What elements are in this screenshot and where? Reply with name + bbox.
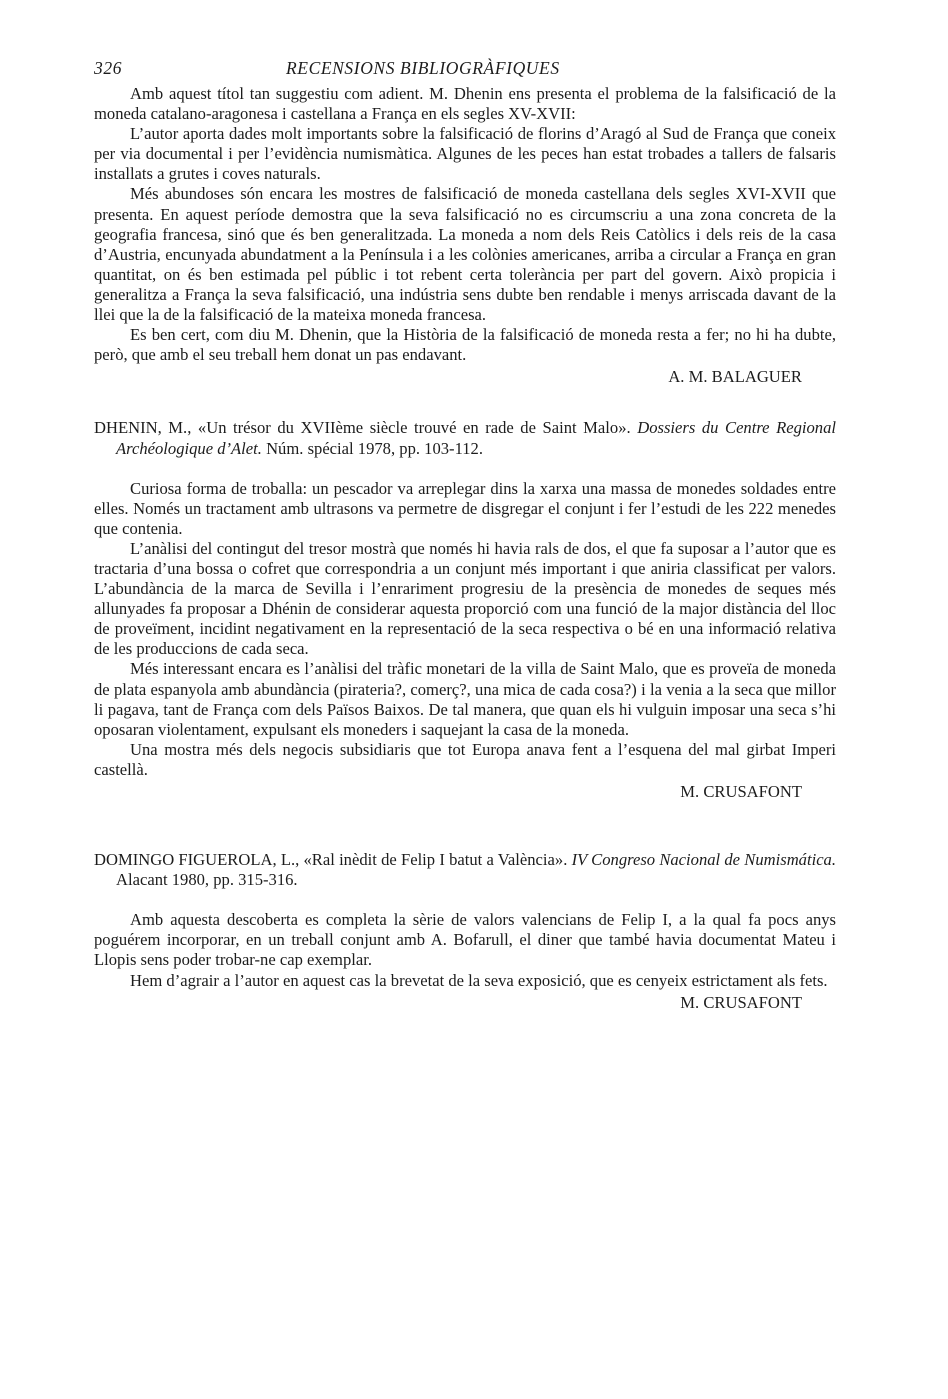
review-paragraph: Curiosa forma de troballa: un pescador va arreplegar dins la xarxa una massa de monedes soldades entre elles. Només un tractament amb ultrasons va permetre de disgregar el conjunt i fer l’estudi de les 222 menedes que contenia. [94, 478, 836, 538]
signature-text: A. M. BALAGUER [668, 367, 802, 387]
entry-details: Núm. spécial 1978, pp. 103-112. [266, 438, 483, 458]
review-paragraph: Es ben cert, com diu M. Dhenin, que la Història de la falsificació de moneda resta a fer; no hi ha dubte, però, que amb el seu treball hem donat un pas endavant. [94, 325, 836, 365]
entry-source: IV Congreso Nacional de Numismática. [571, 850, 837, 870]
entry-title: , M., «Un trésor du XVIIème siècle trouvé en rade de Saint Malo». [157, 418, 631, 438]
review-paragraph: Més interessant encara es l’anàlisi del tràfic monetari de la villa de Saint Malo, que es proveïa de moneda de plata espanyola amb abundància (pirateria?, comerç?, una mica de cada cosa?) i la venia a la seca que millor li pagava, tant de França com dels Països Baixos. De tal manera, que quan els hi vulguin imposar una seca s’hi oposaran violentament, expulsant els moneders i saquejant la casa de la moneda. [94, 659, 836, 739]
review-signature [94, 782, 836, 802]
review-paragraph: Més abundoses són encara les mostres de falsificació de moneda castellana dels segles XVI-XVII que presenta. En aquest període demostra que la seva falsificació no es circumscriu a una zona concreta de la geografia francesa, sinó que és ben generalitzada. La moneda a nom dels Reis Catòlics i dels reis de la casa d’Austria, encunyada abundatment a la Península i a les colònies americanes, arriba a circular a França en gran quantitat, on és ben estimada pel públic i tot rebent certa tolerància per part del govern. Això propicia i generalitza a França la seva falsificació, una indústria sens dubte ben rendable i menys arriscada davant de la llei que la de la falsificació de la mateixa moneda francesa. [94, 184, 836, 325]
review-paragraph: Amb aquest títol tan suggestiu com adient. M. Dhenin ens presenta el problema de la falsificació de la moneda catalano-aragonesa i castellana a França en els segles XV-XVII: [94, 84, 836, 124]
review-paragraph: Hem d’agrair a l’autor en aquest cas la brevetat de la seva exposició, que es cenyeix estrictament als fets. [130, 970, 828, 990]
entry-title: , L., «Ral inèdit de Felip I batut a València». [272, 850, 568, 870]
signature-text: M. CRUSAFONT [680, 782, 802, 801]
review-balaguer [94, 84, 836, 387]
page [94, 58, 836, 1013]
page-number: 326 [94, 58, 123, 78]
signature-text: M. CRUSAFONT [680, 992, 802, 1012]
running-title: RECENSIONS BIBLIOGRÀFIQUES [286, 58, 560, 78]
entry-author: DHENIN [94, 418, 158, 438]
review-dhenin [94, 418, 836, 802]
review-paragraph: L’anàlisi del contingut del tresor mostrà que només hi havia rals de dos, el que fa suposar a l’autor que es tractaria d’una bossa o cofret que correspondria a un conjunt més important i que aniria classificat per valors. L’abundància de la marca de Sevilla i l’enrariment progresiu de la presència de monedes de seques més allunyades fa proposar a Dhénin de considerar aquesta proporció com una funció de la major distància del lloc de proveïment, incidint negativament en la representació de la seca respectiva o bé en una informació relativa de les produccions de cada seca. [94, 538, 836, 659]
review-paragraph: L’autor aporta dades molt importants sobre la falsificació de florins d’Aragó al Sud de França que coneix per via documental i per l’evidència numismàtica. Algunes de les peces han estat trobades a tallers de falsaris installats a grutes i coves naturals. [94, 124, 836, 184]
review-paragraph: Amb aquesta descoberta es completa la sèrie de valors valencians de Felip I, a la qual fa pocs anys poguérem incorporar, en un treball conjunt amb A. Bofarull, el diner que també havia documentat Mateu i Llopis sens poder trobar-ne cap exemplar. [94, 910, 836, 970]
entry-author: DOMINGO FIGUEROLA [94, 850, 273, 870]
entry-details: Alacant 1980, pp. 315-316. [116, 870, 298, 890]
review-domingo-figuerola [94, 850, 836, 1013]
review-signature [94, 367, 836, 387]
running-head [94, 58, 836, 84]
review-paragraph: Una mostra més dels negocis subsidiaris que tot Europa anava fent a l’esquena del mal girbat Imperi castellà. [94, 739, 836, 779]
entry-source: Dossiers du Centre Regional Archéologique d’Alet. [116, 418, 837, 458]
bibliographic-entry [94, 418, 836, 458]
bibliographic-entry [94, 850, 836, 890]
review-signature [94, 993, 836, 1013]
